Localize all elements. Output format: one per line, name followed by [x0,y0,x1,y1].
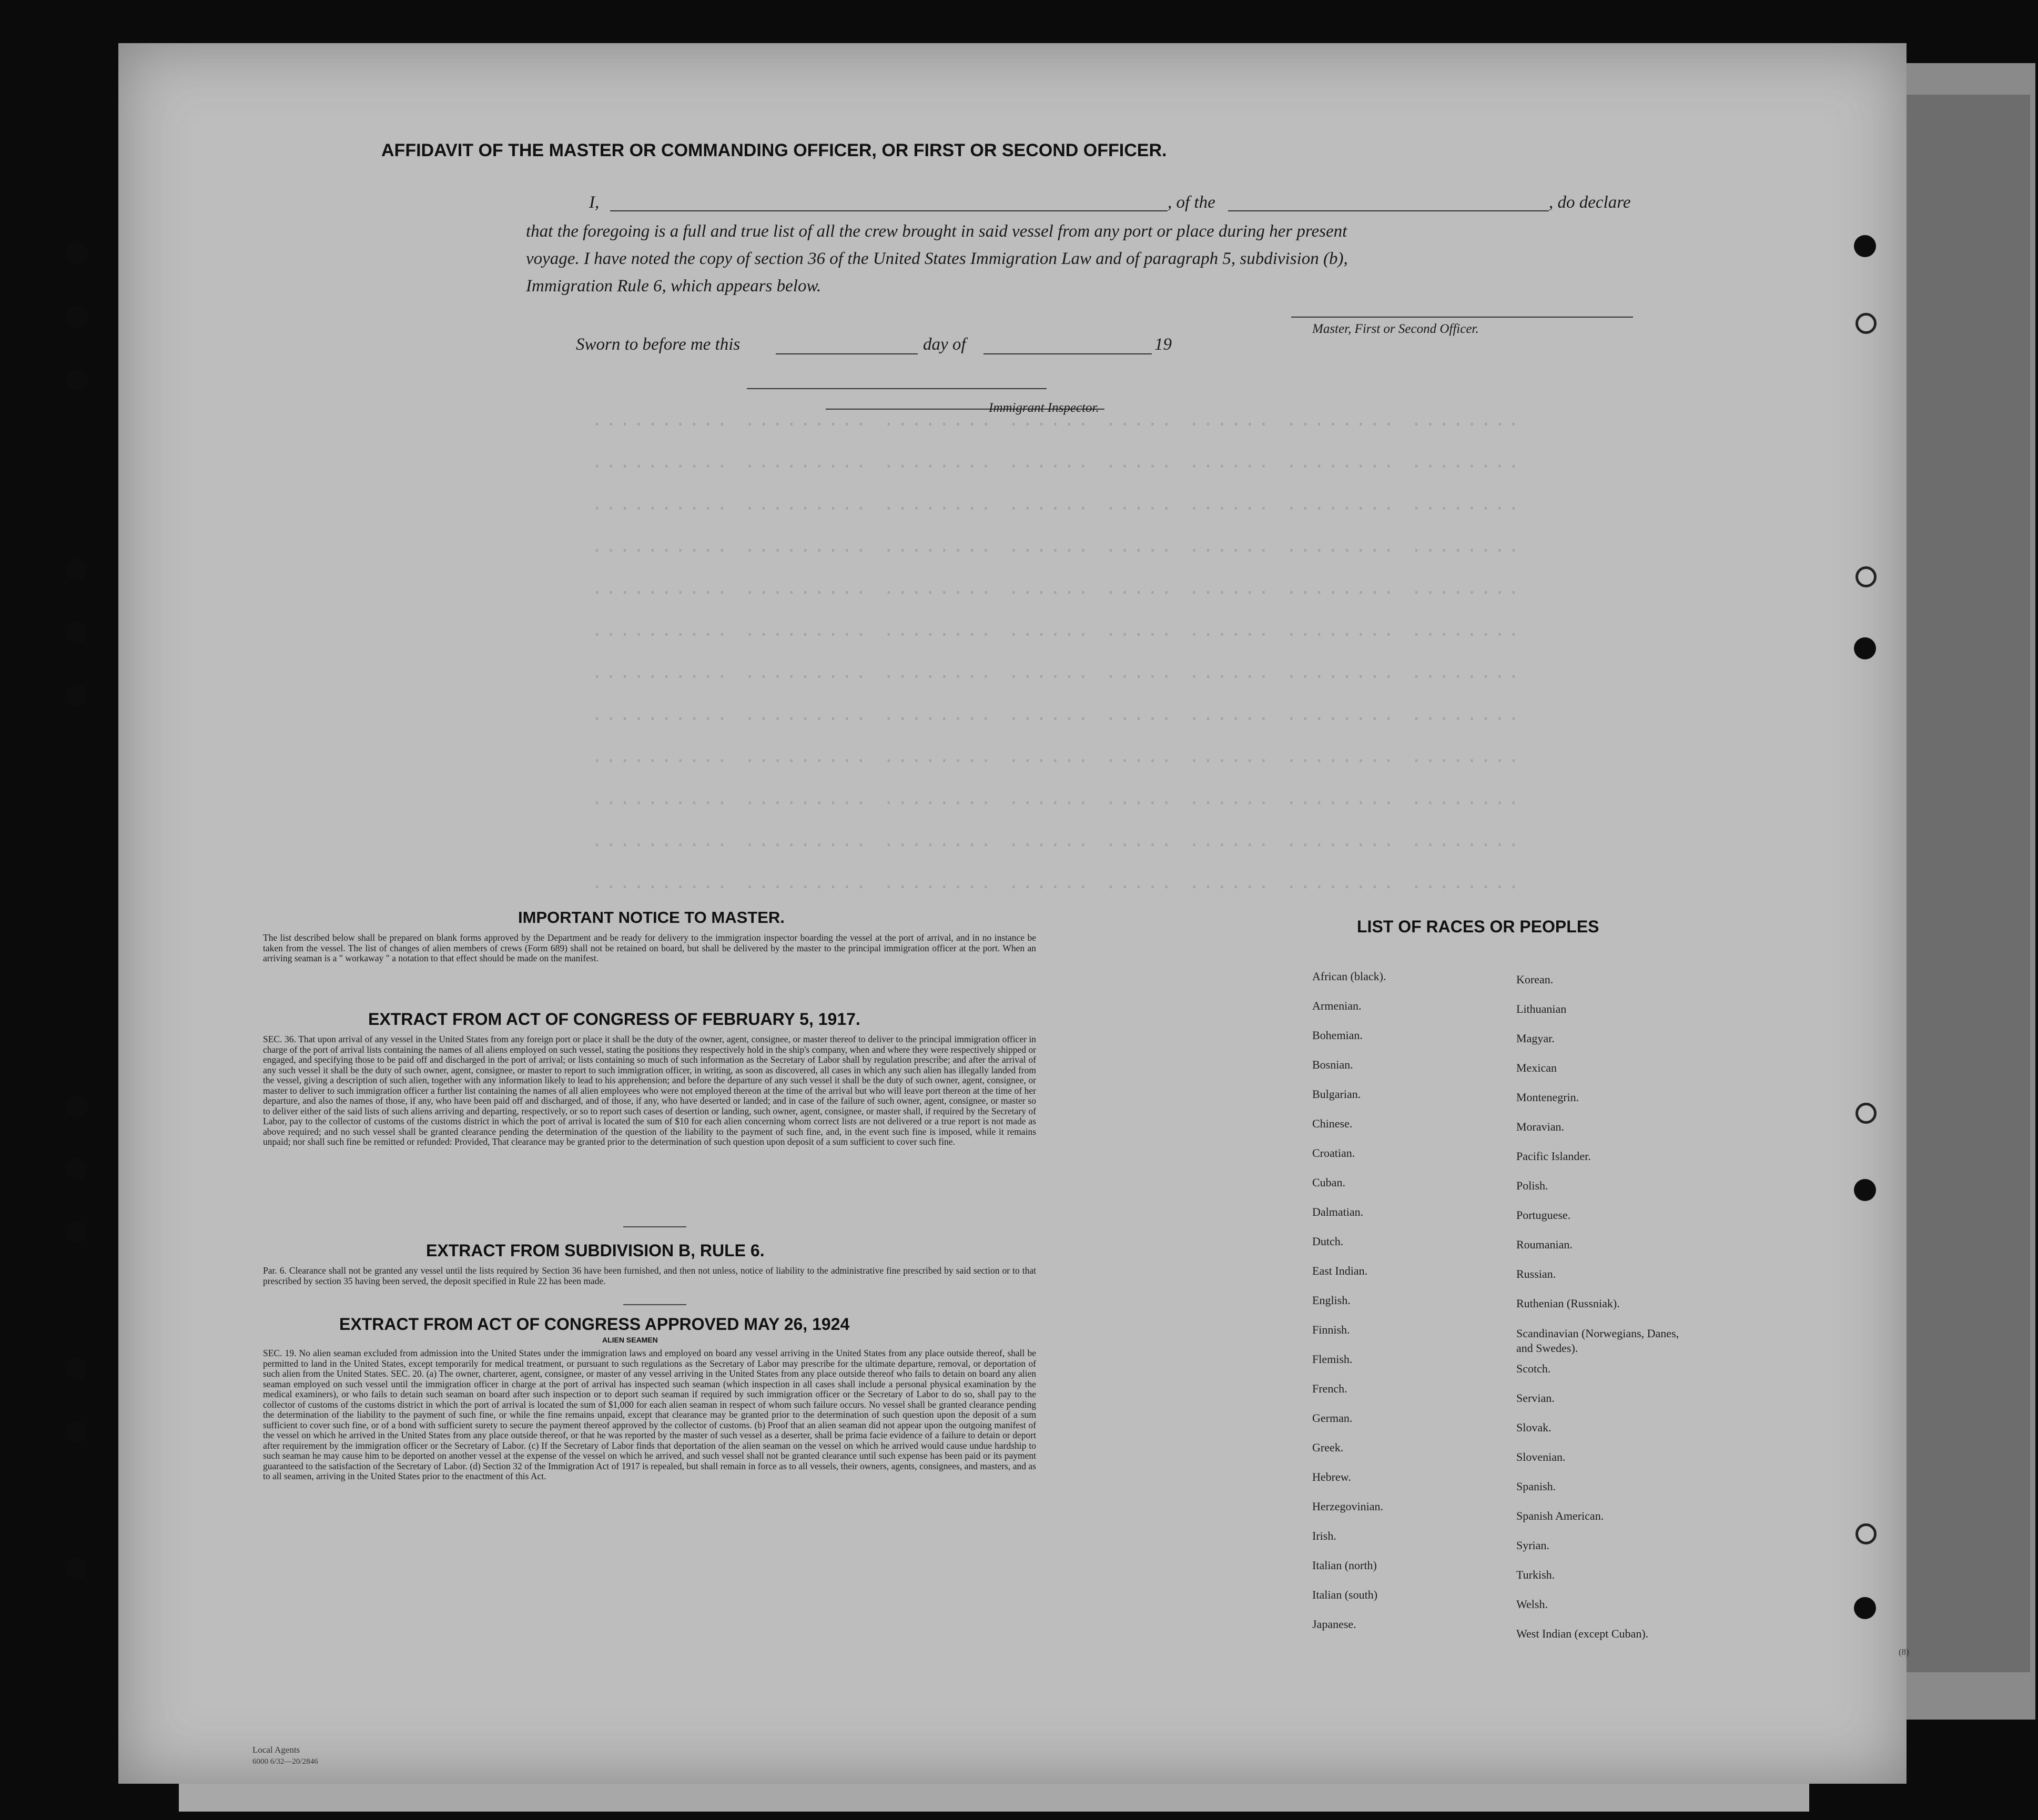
race-item: English. [1312,1294,1351,1307]
bleed-through-row: .......... ......... ........ ...... ..... ...... ........ ........ [592,411,1523,431]
race-item: Greek. [1312,1441,1344,1454]
bleed-through-row: .......... ......... ........ ...... ..... ...... ........ ........ [592,706,1523,726]
race-item: Italian (north) [1312,1559,1377,1572]
section-divider [623,1226,686,1227]
race-item: Polish. [1516,1179,1548,1192]
bleed-through-row: .......... ......... ........ ...... ..... ...... ........ ........ [592,832,1523,852]
sworn-text: Sworn to before me this [576,335,741,354]
binder-hole [66,1095,88,1117]
race-item: Ruthenian (Russniak). [1516,1297,1620,1310]
binder-hole [66,622,88,644]
binder-hole-ring [1856,313,1877,334]
binder-hole-ring [1856,1523,1877,1544]
bleed-through-row: .......... ......... ........ ...... ..... ...... ........ ........ [592,664,1523,684]
race-item: Mexican [1516,1061,1557,1074]
race-item: Japanese. [1312,1618,1356,1631]
sworn-day-of: day of [923,335,966,354]
extract-1924-title: EXTRACT FROM ACT OF CONGRESS APPROVED MAY 26, 1924 [339,1315,850,1334]
race-item: Bosnian. [1312,1058,1353,1071]
race-item: Roumanian. [1516,1238,1573,1251]
sworn-day-blank-line [776,353,918,354]
extract-1917-text: SEC. 36. That upon arrival of any vessel in the United States from any foreign port or place it shall be the duty of the owner, agent, consignee, or master thereof to deliver to the principal immigration officer in charge of the port of arrival lists containing the names of all aliens employed on such vessel, stating the positions they respectively hold in the ship's company, when and where they were respectively shipped or engaged, and specifying those to be paid off and discharged in the port of arrival; or lists containing so much of such information as the Secretary of Labor shall by regulation prescribe; and after the arrival of any such vessel it shall be the duty of such owner, agent, consignee, or master to report to such immigration officer, in writing, as soon as discovered, all cases in which any such alien has illegally landed from the vessel, giving a description of such alien, together with any information likely to lead to his apprehension; and before the departure of any such vessel it shall be the duty of such owner, agent, consignee, or master to deliver to such immigration officer a further list containing the names of all alien employees who were not employed thereon at the time of the arrival but who will leave port thereon at the time of her departure, and also the names of those, if any, who have been paid off and discharged, and of those, if any, who have deserted or landed; and in case of the failure of such owner, agent, consignee, or master so to deliver either of the said lists of such aliens arriving and departing, respectively, or so to report such cases of desertion or landing, such owner, agent, consignee, or master shall, if required by the Secretary of Labor, pay to the collector of customs of the customs district in which the port of arrival is located the sum of $10 for each alien concerning whom correct lists are not delivered or a true report is not made as above required; and no such vessel shall be granted clearance pending the determination of the question of the liability to the payment of such fine, and, in the event such fine is imposed, while it remains unpaid; nor shall such fine be remitted or refunded: Provided, That clearance may be granted prior to the determination of such question upon deposit of a sum sufficient to cover such fine. [263,1034,1036,1147]
bleed-through-row: .......... ......... ........ ...... ..... ...... ........ ........ [592,874,1523,894]
race-item: Slovenian. [1516,1450,1566,1463]
binder-hole-ring [1856,566,1877,587]
binder-hole [1854,1597,1876,1619]
bleed-through-row: .......... ......... ........ ...... ..... ...... ........ ........ [592,495,1523,515]
affidavit-line2: that the foregoing is a full and true list of all the crew brought in said vessel from any port or place during her present [526,222,1347,241]
notice-text: The list described below shall be prepared on blank forms approved by the Department and be ready for delivery to the immigration inspector boarding the vessel at the port of arrival, and in no instance be taken from the vessel. The list of changes of alien members of crews (Form 689) shall not be retained on board, but shall be delivered by the master to the principal immigration officer at the port. When an arriving seaman is a " workaway " a notation to that effect should be made on the manifest. [263,932,1036,963]
race-item: Montenegrin. [1516,1091,1579,1104]
binder-hole [66,1158,88,1180]
race-item: Korean. [1516,973,1554,986]
race-item: Slovak. [1516,1421,1552,1434]
officer-signature-line [1291,317,1633,318]
race-item: Bohemian. [1312,1029,1363,1042]
race-item: Croatian. [1312,1146,1355,1160]
race-item: Lithuanian [1516,1002,1567,1015]
extract-1917-title: EXTRACT FROM ACT OF CONGRESS OF FEBRUARY 5, 1917. [368,1010,860,1029]
extract-1924-text: SEC. 19. No alien seaman excluded from admission into the United States under the immigration laws and employed on board any vessel arriving in the United States from any place outside thereof, shall be permitted to land in the United States, except temporarily for medical treatment, or pursuant to such regulations as the Secretary of Labor may prescribe for the ultimate departure, removal, or deportation of such alien from the United States. SEC. 20. (a) The owner, charterer, agent, consignee, or master of any vessel arriving in the United States from any place outside thereof who fails to detain on board any alien seaman employed on such vessel until the immigration officer in charge at the port of arrival has inspected such seaman (which inspection in all cases shall include a personal physical examination by the medical examiners), or who fails to detain such seaman on board after such inspection or to deport such seaman if required by such immigration officer or the Secretary of Labor to do so, shall pay to the collector of customs of the customs district in which the port of arrival is located the sum of $1,000 for each alien seaman in respect of whom such failure occurs. No vessel shall be granted clearance pending the determination of the liability to the payment of such fine, or while the fine remains unpaid, except that clearance may be granted prior to the determination of such question upon the deposit of a sum sufficient to cover such fine, or of a bond with sufficient surety to secure the payment thereof approved by the collector of customs. (b) Proof that an alien seaman did not appear upon the outgoing manifest of the vessel on which he arrived in the United States from any place outside thereof, or that he was reported by the master of such vessel as a deserter, shall be prima facie evidence of a failure to detain or deport after requirement by the immigration officer or the Secretary of Labor. (c) If the Secretary of Labor finds that deportation of the alien seaman on the vessel on which he arrived would cause undue hardship to such seaman he may cause him to be deported on another vessel at the expense of the vessel on which he arrived, and such vessel shall not be granted clearance until such expense has been paid or its payment guaranteed to the satisfaction of the Secretary of Labor. (d) Section 32 of the Immigration Act of 1917 is repealed, but shall remain in force as to all vessels, their owners, agents, consignees, and masters, and as to all seamen, arriving in the United States prior to the enactment of this Act. [263,1348,1036,1481]
binder-hole [66,243,88,265]
sworn-month-blank-line [983,353,1152,354]
binder-hole [66,1421,88,1443]
affidavit-line4: Immigration Rule 6, which appears below. [526,277,822,296]
affidavit-line1-of-the: , of the [1168,193,1215,212]
binder-hole [66,685,88,707]
race-item: West Indian (except Cuban). [1516,1627,1649,1640]
local-agents-label: Local Agents [252,1745,300,1755]
race-item: Servian. [1516,1391,1555,1405]
race-item: African (black). [1312,970,1386,983]
race-item: Flemish. [1312,1353,1353,1366]
race-item: Spanish American. [1516,1509,1604,1522]
race-item: Chinese. [1312,1117,1353,1130]
binder-hole [66,558,88,581]
notice-title: IMPORTANT NOTICE TO MASTER. [518,908,785,927]
sworn-year: 19 [1154,335,1172,354]
form-number: 6000 6/32—20/2846 [252,1757,318,1766]
section-divider [623,1304,686,1305]
affidavit-title: AFFIDAVIT OF THE MASTER OR COMMANDING OFFICER, OR FIRST OR SECOND OFFICER. [381,140,1167,160]
bleed-through-row: .......... ......... ........ ...... ..... ...... ........ ........ [592,622,1523,642]
bleed-through-row: .......... ......... ........ ...... ..... ...... ........ ........ [592,790,1523,810]
race-item: Dalmatian. [1312,1205,1364,1218]
race-item: Pacific Islander. [1516,1150,1591,1163]
race-item: Portuguese. [1516,1208,1571,1222]
bleed-through-row: .......... ......... ........ ...... ..... ...... ........ ........ [592,579,1523,599]
race-item: Cuban. [1312,1176,1345,1189]
extract-rule6-title: EXTRACT FROM SUBDIVISION B, RULE 6. [426,1241,765,1260]
affidavit-line3: voyage. I have noted the copy of section 36 of the United States Immigration Law and of paragraph 5, subdivision (b), [526,249,1348,268]
race-item: Scotch. [1516,1362,1551,1375]
race-item: Hebrew. [1312,1470,1351,1483]
name-blank-line [610,210,1168,211]
vessel-blank-line [1228,210,1549,211]
race-item: German. [1312,1411,1353,1425]
race-item: Herzegovinian. [1312,1500,1383,1513]
crew-list-back-page [118,43,1907,1784]
race-item: Moravian. [1516,1120,1565,1133]
binder-hole [66,306,88,328]
extract-rule6-text: Par. 6. Clearance shall not be granted any vessel until the lists required by Section 36 have been furnished, and then not unless, notice of liability to the administrative fine prescribed by said section or to that prescribed by section 35 having been served, the deposit specified in Rule 22 has been made. [263,1265,1036,1286]
race-item: Bulgarian. [1312,1087,1361,1101]
race-item: Irish. [1312,1529,1336,1542]
race-item: Scandinavian (Norwegians, Danes, and Swedes). [1516,1327,1679,1355]
bleed-through-row: .......... ......... ........ ...... ..... ...... ........ ........ [592,453,1523,473]
race-item: East Indian. [1312,1264,1368,1277]
race-item: Armenian. [1312,999,1362,1012]
affidavit-line1-i: I, [589,193,600,212]
binder-hole [1854,637,1876,659]
binder-hole [66,1558,88,1580]
inspector-signature-line-upper [747,388,1047,389]
extract-1924-subtitle: ALIEN SEAMEN [602,1336,658,1344]
race-item: French. [1312,1382,1347,1395]
corner-mark: (8) [1899,1647,1909,1657]
binder-hole-ring [1856,1103,1877,1124]
inspector-label: Immigrant Inspector. [989,401,1099,415]
race-item: Welsh. [1516,1598,1548,1611]
race-item: Finnish. [1312,1323,1350,1336]
affidavit-line1-declare: , do declare [1549,193,1631,212]
binder-hole [1854,235,1876,257]
race-item: Spanish. [1516,1480,1556,1493]
binder-hole [1854,1179,1876,1201]
race-item: Magyar. [1516,1032,1555,1045]
race-item: Italian (south) [1312,1588,1378,1601]
race-item: Syrian. [1516,1539,1549,1552]
bleed-through-row: .......... ......... ........ ...... ..... ...... ........ ........ [592,748,1523,768]
binder-hole [66,1358,88,1380]
race-item: Turkish. [1516,1568,1555,1581]
binder-hole [66,1221,88,1243]
race-item: Russian. [1516,1267,1556,1280]
race-item: Dutch. [1312,1235,1344,1248]
officer-label: Master, First or Second Officer. [1312,322,1479,336]
bleed-through-row: .......... ......... ........ ...... ..... ...... ........ ........ [592,537,1523,557]
binder-hole [66,369,88,391]
races-title: LIST OF RACES OR PEOPLES [1357,917,1599,936]
